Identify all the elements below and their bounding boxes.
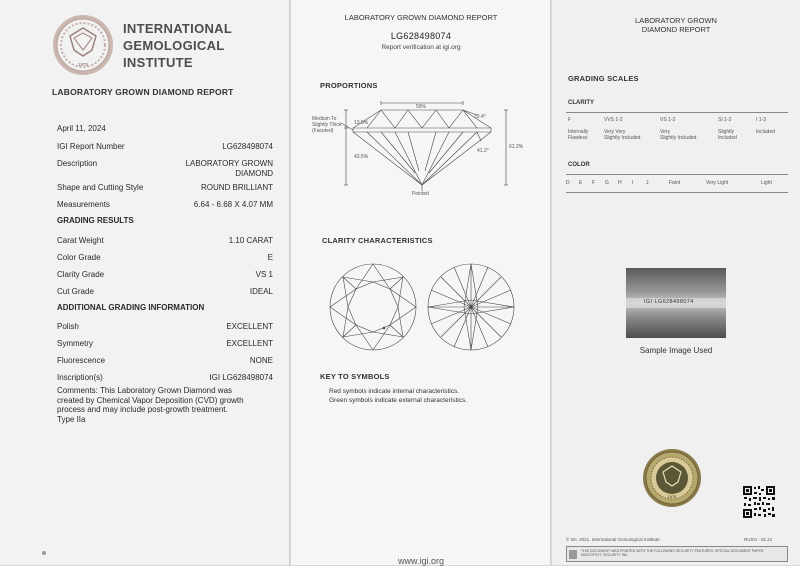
color-scale bbox=[566, 180, 788, 190]
verification-text: Report verification at igi.org bbox=[381, 44, 461, 51]
key-line-red: Red symbols indicate internal characteristics. bbox=[329, 388, 460, 395]
clarity-code: VS 1-2 bbox=[660, 117, 676, 123]
girdle-label-line: (Faceted) bbox=[312, 128, 334, 134]
color-letter: H bbox=[618, 180, 622, 186]
total-depth: 61.2% bbox=[509, 144, 524, 150]
seal-icon bbox=[52, 14, 114, 76]
comments-line: Type IIa bbox=[57, 414, 86, 424]
proportions-heading: PROPORTIONS bbox=[320, 81, 378, 90]
additional-row bbox=[57, 373, 273, 382]
grading-row bbox=[57, 236, 273, 245]
table-percentage: 59% bbox=[416, 104, 427, 110]
crown-height: 13.5% bbox=[354, 120, 369, 126]
color-letter: E bbox=[579, 180, 583, 186]
igi-gold-seal-icon bbox=[642, 448, 702, 508]
form-code: RUSO - 01.21 bbox=[744, 537, 773, 542]
panel2-title: LABORATORY GROWN DIAMOND REPORT bbox=[344, 13, 498, 22]
clarity-grade bbox=[756, 117, 775, 136]
row-label: Measurements bbox=[57, 200, 110, 209]
color-divider bbox=[566, 174, 788, 175]
row-value: VS 1 bbox=[255, 270, 273, 279]
additional-info-heading: ADDITIONAL GRADING INFORMATION bbox=[57, 303, 205, 312]
panel3-title bbox=[552, 16, 800, 34]
row-value: ROUND BRILLIANT bbox=[200, 183, 273, 192]
detail-row bbox=[57, 142, 273, 151]
clarity-plot-crown bbox=[328, 262, 418, 352]
row-value: IDEAL bbox=[249, 287, 273, 296]
additional-row bbox=[57, 356, 273, 365]
sample-caption: Sample Image Used bbox=[639, 346, 713, 355]
institute-line-1: INTERNATIONAL bbox=[123, 21, 233, 36]
color-letter: F bbox=[592, 180, 596, 186]
pavilion-depth: 43.5% bbox=[354, 154, 369, 160]
clarity-desc: Flawless bbox=[568, 134, 588, 141]
row-value: 1.10 CARAT bbox=[228, 236, 273, 245]
row-value: 6.64 - 6.68 X 4.07 MM bbox=[193, 200, 273, 209]
additional-row bbox=[57, 322, 273, 331]
clarity-heading: CLARITY CHARACTERISTICS bbox=[322, 236, 433, 245]
key-text bbox=[329, 388, 467, 405]
clarity-desc: Slightly Included bbox=[604, 134, 641, 141]
punch-dot bbox=[42, 551, 46, 555]
row-label: Color Grade bbox=[57, 253, 101, 262]
girdle-label-line: Medium To bbox=[312, 116, 337, 122]
comments-line: created by Chemical Vapor Deposition (CVD) growth bbox=[57, 395, 244, 405]
color-letter: G bbox=[605, 180, 609, 186]
color-letter: D bbox=[566, 180, 570, 186]
svg-text:1975: 1975 bbox=[77, 62, 89, 67]
title-line: LABORATORY GROWN bbox=[635, 16, 717, 25]
row-label: Symmetry bbox=[57, 339, 93, 348]
sample-inscription-image bbox=[626, 268, 726, 338]
pavilion-angle: 41.2° bbox=[477, 148, 489, 154]
crown-angle: 33.4° bbox=[474, 114, 486, 120]
row-value: E bbox=[267, 253, 273, 262]
clarity-grade bbox=[568, 117, 588, 141]
key-line-green: Green symbols indicate external characteristics. bbox=[329, 396, 468, 404]
row-value: EXCELLENT bbox=[226, 322, 273, 331]
grading-row bbox=[57, 287, 273, 296]
color-range-faint: Faint bbox=[669, 180, 681, 186]
svg-text:1975: 1975 bbox=[667, 494, 677, 499]
clarity-scale-label: CLARITY bbox=[568, 100, 594, 106]
clarity-desc: Internally bbox=[568, 129, 589, 135]
security-icon bbox=[569, 550, 577, 559]
grading-scales-heading: GRADING SCALES bbox=[568, 74, 639, 83]
clarity-desc: Very Very bbox=[604, 129, 626, 135]
clarity-grade bbox=[660, 117, 696, 141]
clarity-scale bbox=[568, 117, 793, 149]
grading-scales-panel bbox=[552, 0, 800, 565]
qr-code-icon[interactable] bbox=[742, 485, 776, 519]
row-value: IGI LG628498074 bbox=[209, 373, 273, 382]
color-range-light: Light bbox=[761, 180, 772, 186]
clarity-desc: Included bbox=[718, 134, 737, 141]
row-label: Fluorescence bbox=[57, 356, 106, 365]
igi-seal-logo bbox=[52, 14, 114, 76]
clarity-desc: Slightly Included bbox=[660, 134, 697, 141]
additional-row bbox=[57, 339, 273, 348]
row-value: EXCELLENT bbox=[226, 339, 273, 348]
clarity-desc: Very bbox=[660, 129, 671, 135]
clarity-code: VVS 1-2 bbox=[604, 117, 623, 123]
security-text: THIS DOCUMENT WAS PRINTED WITH THE FOLLOWING SECURITY FEATURES: SPECIAL DOCUMENT PAPER, MICROTEXT, SECURITY INK bbox=[581, 549, 765, 557]
culet-label: Pointed bbox=[412, 191, 429, 197]
row-label: Shape and Cutting Style bbox=[57, 183, 144, 192]
comments bbox=[57, 386, 282, 424]
row-value-line: DIAMOND bbox=[235, 169, 273, 178]
copyright-text: © IGI, 2021. International Gemological Institute bbox=[566, 537, 660, 542]
key-heading: KEY TO SYMBOLS bbox=[320, 372, 390, 381]
row-value bbox=[186, 159, 273, 178]
footer-url[interactable]: www.igi.org bbox=[397, 556, 444, 566]
date-value: April 11, 2024 bbox=[57, 124, 106, 133]
comments-line: process and may include post-growth treatment. bbox=[57, 405, 228, 414]
row-label: Inscription(s) bbox=[57, 373, 103, 382]
diamond-profile-diagram bbox=[311, 95, 536, 205]
color-letter: I bbox=[632, 180, 634, 186]
row-value: LG628498074 bbox=[222, 142, 273, 151]
clarity-desc: Slightly bbox=[718, 129, 735, 135]
proportions-panel bbox=[291, 0, 551, 565]
clarity-grade bbox=[718, 117, 737, 141]
girdle-label-line: Slightly Thick bbox=[312, 122, 342, 128]
grading-results-heading: GRADING RESULTS bbox=[57, 216, 134, 225]
row-value: NONE bbox=[249, 356, 273, 365]
color-letter: J bbox=[646, 180, 649, 186]
color-range-very-light: Very Light bbox=[706, 180, 729, 186]
grading-row bbox=[57, 253, 273, 262]
title-line: DIAMOND REPORT bbox=[641, 25, 711, 34]
clarity-divider bbox=[566, 112, 788, 113]
row-label: IGI Report Number bbox=[57, 142, 125, 151]
row-label: Cut Grade bbox=[57, 287, 94, 296]
report-number: LG628498074 bbox=[390, 31, 452, 41]
clarity-desc: Included bbox=[756, 129, 775, 135]
comments-line: Comments: This Laboratory Grown Diamond was bbox=[57, 386, 233, 395]
clarity-grade bbox=[604, 117, 640, 141]
color-divider-bottom bbox=[566, 192, 788, 193]
girdle-label bbox=[312, 116, 341, 134]
row-label: Description bbox=[57, 159, 98, 168]
report-summary-panel bbox=[0, 0, 290, 565]
security-strip bbox=[566, 546, 788, 562]
detail-row bbox=[57, 183, 273, 192]
institute-line-3: INSTITUTE bbox=[123, 55, 193, 70]
report-title: LABORATORY GROWN DIAMOND REPORT bbox=[52, 87, 234, 97]
clarity-code: F bbox=[568, 117, 572, 123]
institute-line-2: GEMOLOGICAL bbox=[123, 38, 225, 53]
institute-name bbox=[123, 20, 232, 71]
report-date bbox=[57, 124, 273, 133]
row-label: Carat Weight bbox=[57, 236, 104, 245]
clarity-code: I 1-3 bbox=[756, 117, 767, 123]
clarity-plot-pavilion bbox=[426, 262, 516, 352]
sample-inscription-text: IGI LG628498074 bbox=[644, 299, 694, 305]
grading-row bbox=[57, 270, 273, 279]
color-scale-label: COLOR bbox=[568, 162, 590, 168]
detail-row bbox=[57, 200, 273, 209]
row-value-line: LABORATORY GROWN bbox=[185, 159, 273, 168]
row-label: Clarity Grade bbox=[57, 270, 105, 279]
detail-row bbox=[57, 159, 273, 178]
clarity-code: SI 1-2 bbox=[718, 117, 732, 123]
row-label: Polish bbox=[57, 322, 79, 331]
